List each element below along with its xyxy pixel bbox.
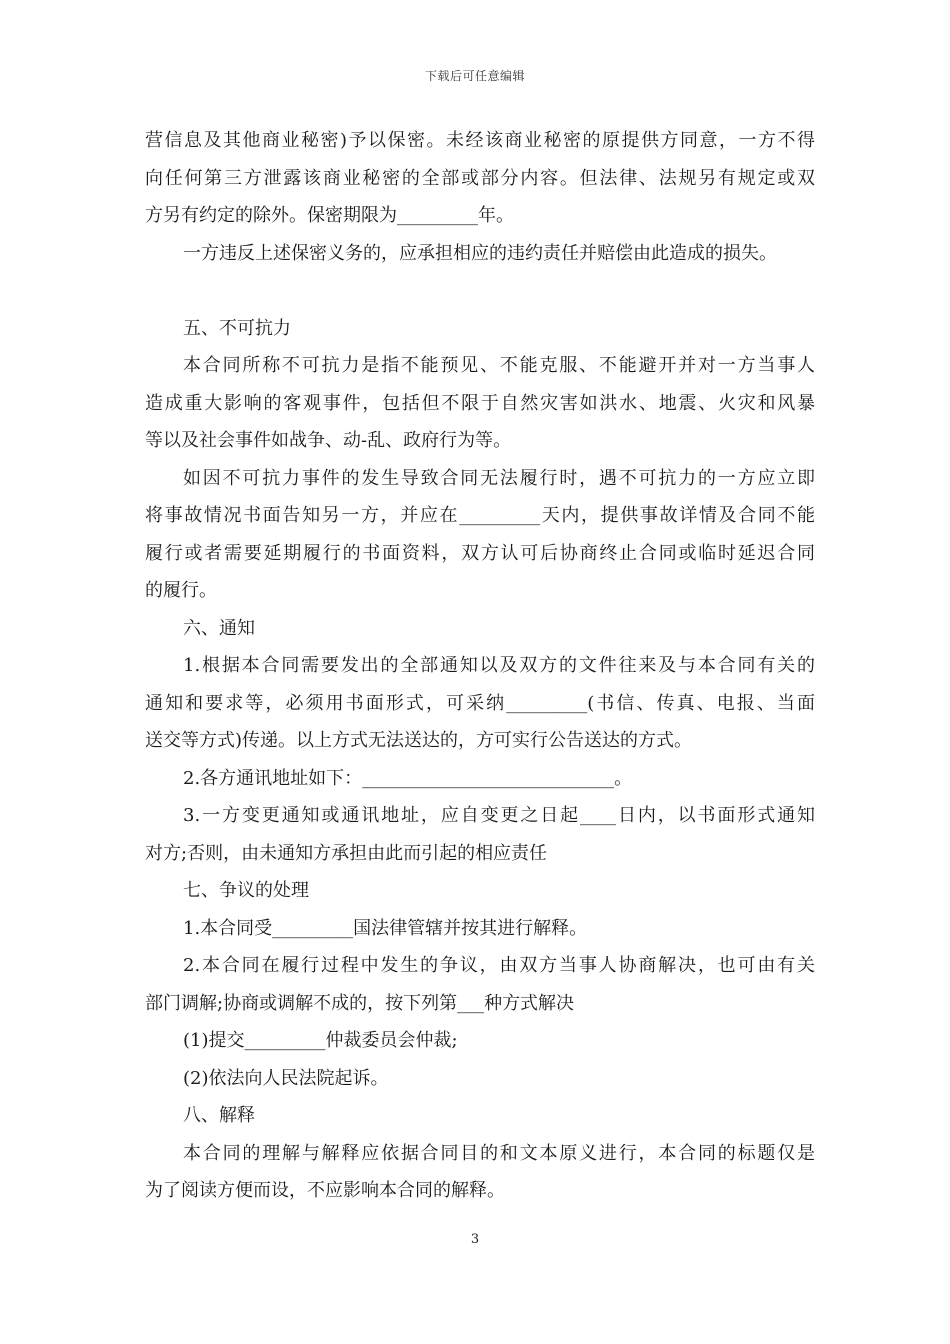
paragraph-line: 将事故情况书面告知另一方，并应在_________天内，提供事故详情及合同不能 <box>145 505 815 526</box>
section-heading: 六、通知 <box>183 617 255 639</box>
paragraph-line: 通知和要求等，必须用书面形式，可采纳_________(书信、传真、电报、当面 <box>145 692 815 714</box>
paragraph-line: 1.本合同受_________国法律管辖并按其进行解释。 <box>183 917 588 939</box>
paragraph-line: (1)提交_________仲裁委员会仲裁; <box>183 1030 458 1051</box>
paragraph-line: 一方违反上述保密义务的，应承担相应的违约责任并赔偿由此造成的损失。 <box>183 242 777 264</box>
paragraph-line: (2)依法向人民法院起诉。 <box>183 1067 389 1089</box>
paragraph-line: 造成重大影响的客观事件，包括但不限于自然灾害如洪水、地震、火灾和风暴 <box>145 392 815 414</box>
paragraph-line: 送交等方式)传递。以上方式无法送达的，方可实行公告送达的方式。 <box>145 730 693 751</box>
section-heading: 八、解释 <box>183 1105 255 1126</box>
paragraph-line: 部门调解;协商或调解不成的，按下列第___种方式解决 <box>145 992 575 1014</box>
paragraph-line: 1.根据本合同需要发出的全部通知以及双方的文件往来及与本合同有关的 <box>183 655 815 676</box>
paragraph-line: 2.本合同在履行过程中发生的争议，由双方当事人协商解决，也可由有关 <box>183 955 815 976</box>
paragraph-line: 3.一方变更通知或通讯地址，应自变更之日起____日内，以书面形式通知 <box>183 805 815 826</box>
document-body <box>145 122 815 1210</box>
paragraph-line: 本合同所称不可抗力是指不能预见、不能克服、不能避开并对一方当事人 <box>183 355 815 376</box>
page-header: 下载后可任意编辑 <box>424 69 525 83</box>
paragraph-line: 向任何第三方泄露该商业秘密的全部或部分内容。但法律、法规另有规定或双 <box>145 167 815 189</box>
paragraph-line: 为了阅读方便而设，不应影响本合同的解释。 <box>145 1180 505 1201</box>
paragraph-line: 等以及社会事件如战争、动-乱、政府行为等。 <box>145 430 512 451</box>
paragraph-line: 对方;否则，由未通知方承担由此而引起的相应责任 <box>145 842 548 864</box>
page-number: 3 <box>470 1232 480 1247</box>
paragraph-line: 2.各方通讯地址如下：____________________________。 <box>183 767 633 789</box>
paragraph-line: 如因不可抗力事件的发生导致合同无法履行时，遇不可抗力的一方应立即 <box>183 467 815 489</box>
paragraph-line: 的履行。 <box>145 580 217 601</box>
paragraph-line: 本合同的理解与解释应依据合同目的和文本原义进行，本合同的标题仅是 <box>183 1142 815 1164</box>
paragraph-line: 营信息及其他商业秘密)予以保密。未经该商业秘密的原提供方同意，一方不得 <box>145 130 815 151</box>
paragraph-line: 履行或者需要延期履行的书面资料，双方认可后协商终止合同或临时延迟合同 <box>145 542 815 564</box>
paragraph-line: 方另有约定的除外。保密期限为_________年。 <box>145 205 514 226</box>
blank-line <box>145 272 815 310</box>
section-heading: 七、争议的处理 <box>183 880 309 901</box>
section-heading: 五、不可抗力 <box>183 317 291 339</box>
